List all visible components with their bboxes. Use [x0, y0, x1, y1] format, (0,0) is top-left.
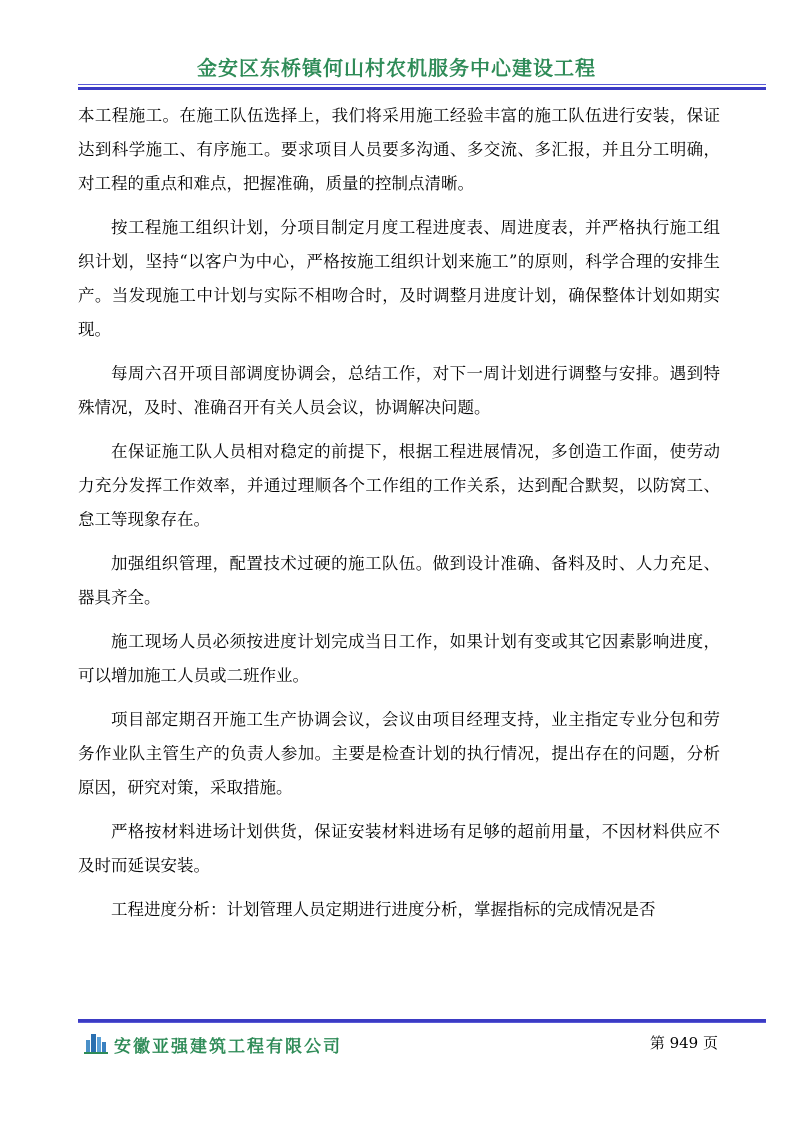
building-logo-icon — [84, 1030, 108, 1058]
paragraph: 施工现场人员必须按进度计划完成当日工作，如果计划有变或其它因素影响进度，可以增加施工人员或二班作业。 — [78, 632, 720, 685]
paragraph: 在保证施工队人员相对稳定的前提下，根据工程进展情况，多创造工作面，使劳动力充分发挥工作效率，并通过理顺各个工作组的工作关系，达到配合默契，以防窝工、怠工等现象存在。 — [78, 442, 720, 529]
company-name: 安徽亚强建筑工程有限公司 — [114, 1037, 342, 1057]
paragraph: 项目部定期召开施工生产协调会议，会议由项目经理支持，业主指定专业分包和劳务作业队主管生产的负责人参加。主要是检查计划的执行情况，提出存在的问题，分析原因，研究对策，采取措施。 — [78, 710, 720, 797]
paragraph: 本工程施工。在施工队伍选择上，我们将采用施工经验丰富的施工队伍进行安装，保证达到科学施工、有序施工。要求项目人员要多沟通、多交流、多汇报，并且分工明确，对工程的重点和难点，把握准确，质量的控制点清晰。 — [78, 106, 720, 193]
page-number: 第 949 页 — [649, 1034, 718, 1052]
footer-divider — [78, 1017, 766, 1023]
paragraph: 严格按材料进场计划供货，保证安装材料进场有足够的超前用量，不因材料供应不及时而延误安装。 — [78, 822, 720, 875]
header-divider — [78, 84, 766, 90]
document-body — [78, 99, 720, 937]
paragraph: 每周六召开项目部调度协调会，总结工作，对下一周计划进行调整与安排。遇到特殊情况，及时、准确召开有关人员会议，协调解决问题。 — [78, 364, 720, 417]
paragraph: 工程进度分析：计划管理人员定期进行进度分析，掌握指标的完成情况是否 — [111, 900, 656, 919]
page-header-title: 金安区东桥镇何山村农机服务中心建设工程 — [197, 56, 596, 80]
paragraph: 按工程施工组织计划，分项目制定月度工程进度表、周进度表，并严格执行施工组织计划，坚持“以客户为中心，严格按施工组织计划来施工”的原则，科学合理的安排生产。当发现施工中计划与实际不相吻合时，及时调整月进度计划，确保整体计划如期实现。 — [78, 218, 720, 339]
page-footer — [84, 1028, 718, 1058]
paragraph: 加强组织管理，配置技术过硬的施工队伍。做到设计准确、备料及时、人力充足、器具齐全。 — [78, 554, 720, 607]
